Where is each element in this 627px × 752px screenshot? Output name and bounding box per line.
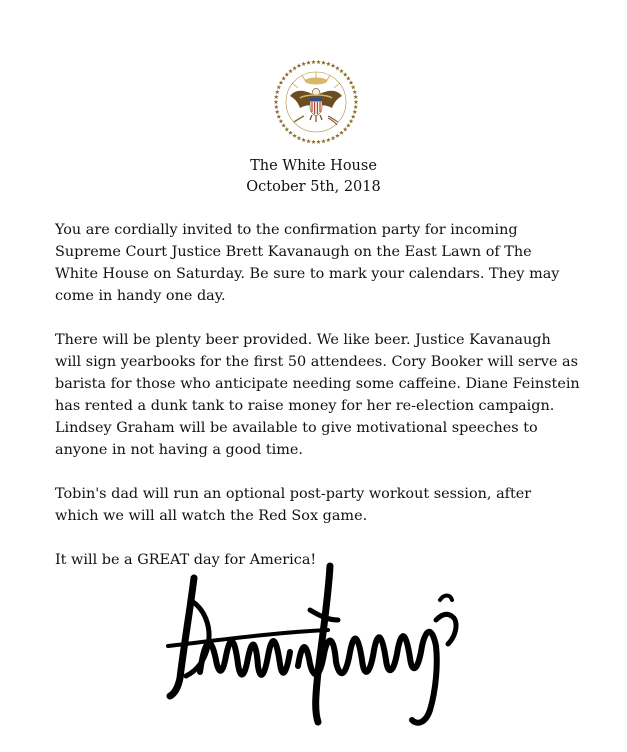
seal-star <box>288 69 293 73</box>
seal-star <box>352 110 357 114</box>
seal-star <box>321 139 326 143</box>
seal-star <box>275 90 280 94</box>
seal-star <box>316 60 321 64</box>
letter-body <box>55 219 595 593</box>
seal-star <box>274 100 279 104</box>
seal-star <box>335 133 340 137</box>
seal-star <box>321 60 326 64</box>
seal-star <box>354 100 359 104</box>
paragraph-details: There will be plenty beer provided. We like beer. Justice Kavanaugh will sign yearbooks for the first 50 attendees. Cory Booker will serve as barista for those who anticipate needing some caffeine. Diane Feinstein has rented a dunk tank to raise money for her re-election campaign. Lindsey Graham will be available to give motivational speeches to anyone in not having a good time. <box>55 332 580 458</box>
letter-date: October 5th, 2018 <box>246 179 381 195</box>
paragraph-invitation: You are cordially invited to the confirmation party for incoming Supreme Court Justice Brett Kavanaugh on the East Lawn of The White House on Saturday. Be sure to mark your calendars. They may come in handy one day. <box>55 222 560 304</box>
seal-star <box>326 138 331 142</box>
seal-star <box>326 62 331 66</box>
seal-star <box>351 114 356 118</box>
seal-star <box>353 95 358 99</box>
seal-star <box>346 123 351 127</box>
seal-star <box>306 60 311 64</box>
seal-star <box>353 105 358 109</box>
seal-star <box>279 80 284 84</box>
seal-star <box>331 136 336 140</box>
seal-star <box>311 60 316 64</box>
seal-star <box>339 69 344 73</box>
presidential-seal-icon <box>270 56 362 148</box>
seal-star <box>292 133 297 137</box>
seal-star <box>349 80 354 84</box>
seal-star <box>351 85 356 89</box>
seal-star <box>311 140 316 144</box>
handwritten-signature <box>160 560 470 730</box>
seal-star <box>281 123 286 127</box>
paragraph-workout: Tobin's dad will run an optional post-party workout session, after which we will all watch the Red Sox game. <box>55 486 532 524</box>
seal-star <box>274 95 279 99</box>
seal-star <box>285 72 290 76</box>
seal-star <box>277 114 282 118</box>
seal-star <box>301 62 306 66</box>
seal-star <box>343 72 348 76</box>
seal-star <box>352 90 357 94</box>
seal-star <box>301 138 306 142</box>
seal-star <box>285 127 290 131</box>
seal-star <box>331 63 336 67</box>
seal-star <box>306 139 311 143</box>
seal-star <box>279 119 284 123</box>
seal-star <box>288 130 293 134</box>
seal-star <box>275 110 280 114</box>
seal-star <box>292 66 297 70</box>
paragraph-closing: It will be a GREAT day for America! <box>55 552 317 568</box>
seal-star <box>335 66 340 70</box>
seal-star <box>339 130 344 134</box>
seal-star <box>281 76 286 80</box>
seal-star <box>346 76 351 80</box>
seal-star <box>316 140 321 144</box>
seal-star <box>343 127 348 131</box>
seal-star <box>277 85 282 89</box>
seal-star <box>349 119 354 123</box>
seal-star <box>297 136 302 140</box>
seal-star <box>297 63 302 67</box>
seal-star <box>274 105 279 109</box>
letter-heading <box>0 156 627 198</box>
letter-place: The White House <box>250 158 377 174</box>
